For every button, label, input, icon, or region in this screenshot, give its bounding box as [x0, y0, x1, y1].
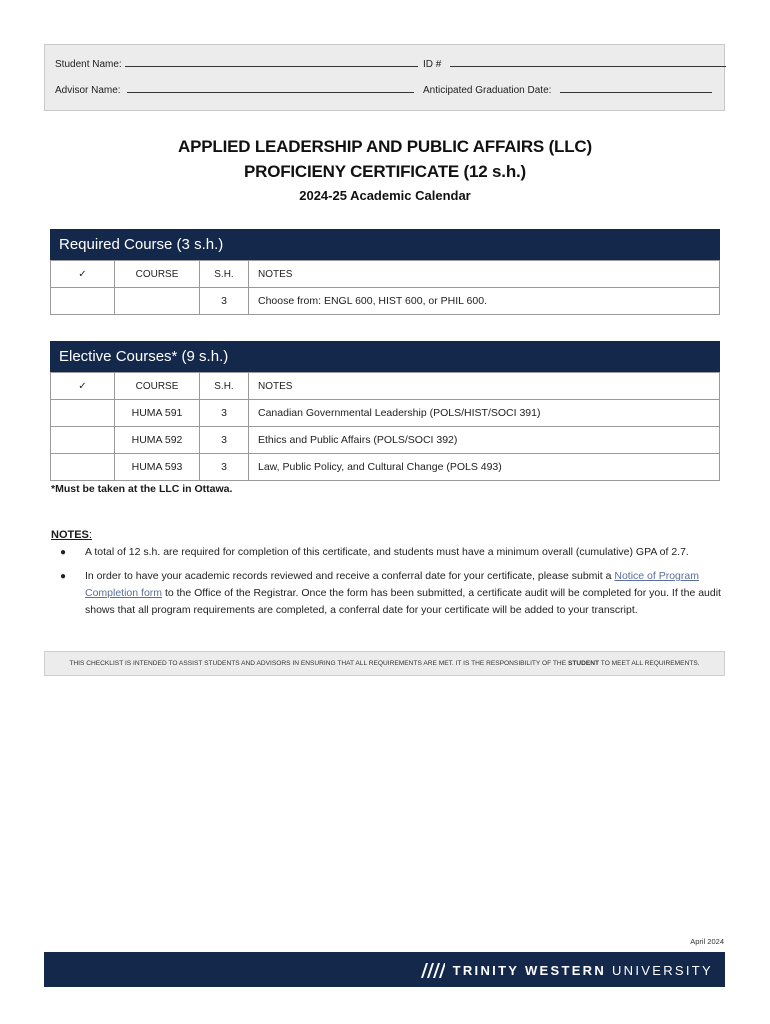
sh-cell: 3 [200, 454, 249, 481]
list-item [60, 544, 725, 561]
check-column-header: ✓ [51, 261, 115, 288]
list-item [60, 568, 725, 619]
logo-second-text: UNIVERSITY [611, 962, 713, 978]
notes-cell: Choose from: ENGL 600, HIST 600, or PHIL 600. [249, 288, 720, 315]
note-text: A total of 12 s.h. are required for completion of this certificate, and students must have a minimum overall (cumulative) GPA of 2.7. [85, 546, 689, 558]
check-column-header: ✓ [51, 373, 115, 400]
elective-courses-table [50, 372, 720, 481]
table-row [51, 454, 720, 481]
disclaimer-banner [44, 651, 725, 676]
elective-courses-section [50, 341, 720, 481]
table-row [51, 400, 720, 427]
sh-cell: 3 [200, 427, 249, 454]
page-title: APPLIED LEADERSHIP AND PUBLIC AFFAIRS (LLC) [178, 137, 592, 156]
student-name-label: Student Name: [55, 59, 122, 70]
course-cell[interactable] [115, 288, 200, 315]
sh-column-header: S.H. [200, 261, 249, 288]
id-field[interactable] [450, 58, 726, 67]
sh-column-header: S.H. [200, 373, 249, 400]
notes-heading-text: NOTES [51, 529, 89, 541]
notes-cell: Canadian Governmental Leadership (POLS/HIST/SOCI 391) [249, 400, 720, 427]
id-label: ID # [423, 59, 442, 70]
course-cell: HUMA 591 [115, 400, 200, 427]
university-name [453, 963, 713, 978]
course-cell: HUMA 593 [115, 454, 200, 481]
course-cell: HUMA 592 [115, 427, 200, 454]
university-logo [419, 960, 713, 980]
bullet-icon: ● [60, 547, 67, 558]
revision-date: April 2024 [690, 937, 724, 946]
notes-column-header: NOTES [249, 261, 720, 288]
disclaimer-text-after: TO MEET ALL REQUIREMENTS. [599, 660, 700, 667]
program-completion-form-link[interactable]: Notice of Program Completion form [85, 570, 699, 599]
advisor-name-label: Advisor Name: [55, 85, 121, 96]
disclaimer-text-before: THIS CHECKLIST IS INTENDED TO ASSIST STUDENTS AND ADVISORS IN ENSURING THAT ALL REQUIREMENTS ARE MET. IT IS THE RESPONSIBILITY OF THE [69, 660, 568, 667]
id-row [423, 58, 726, 70]
course-column-header: COURSE [115, 373, 200, 400]
notes-column-header: NOTES [249, 373, 720, 400]
academic-calendar-label: 2024-25 Academic Calendar [299, 188, 471, 203]
course-column-header: COURSE [115, 261, 200, 288]
required-course-table [50, 260, 720, 315]
footer-bar [44, 952, 725, 987]
page-subtitle: PROFICIENY CERTIFICATE (12 s.h.) [243, 162, 526, 181]
advisor-name-field[interactable] [127, 84, 414, 93]
note-text-before-link: In order to have your academic records reviewed and receive a conferral date for your certificate, please submit a [85, 570, 615, 582]
graduation-date-field[interactable] [560, 84, 712, 93]
table-row [51, 288, 720, 315]
graduation-label: Anticipated Graduation Date: [423, 85, 552, 96]
advisor-name-row [55, 84, 414, 96]
completion-checkbox-cell[interactable] [51, 400, 115, 427]
elective-footnote: *Must be taken at the LLC in Ottawa. [51, 483, 233, 495]
notes-cell: Law, Public Policy, and Cultural Change (POLS 493) [249, 454, 720, 481]
student-info-box [44, 44, 725, 111]
required-course-heading: Required Course (3 s.h.) [50, 229, 720, 260]
completion-checkbox-cell[interactable] [51, 454, 115, 481]
required-course-section [50, 229, 720, 315]
completion-checkbox-cell[interactable] [51, 427, 115, 454]
notes-cell: Ethics and Public Affairs (POLS/SOCI 392) [249, 427, 720, 454]
note-text-after-link: to the Office of the Registrar. Once the form has been submitted, a certificate audit will be completed for you. If the audit shows that all program requirements are completed, a conferral date for your certificate will be added to your transcript. [85, 587, 721, 616]
disclaimer-bold: STUDENT [567, 660, 600, 667]
logo-main-text: TRINITY WESTERN [452, 962, 607, 978]
table-header-row [51, 261, 720, 288]
notes-heading: NOTES: [51, 529, 92, 541]
table-row [51, 427, 720, 454]
student-name-field[interactable] [125, 58, 418, 67]
notes-list [60, 544, 725, 626]
bullet-icon: ● [60, 571, 67, 582]
graduation-row [423, 84, 712, 96]
table-header-row [51, 373, 720, 400]
student-name-row [55, 58, 418, 70]
completion-checkbox-cell[interactable] [51, 288, 115, 315]
sh-cell: 3 [200, 400, 249, 427]
twu-logo-icon [419, 960, 445, 980]
elective-courses-heading: Elective Courses* (9 s.h.) [50, 341, 720, 372]
sh-cell: 3 [200, 288, 249, 315]
